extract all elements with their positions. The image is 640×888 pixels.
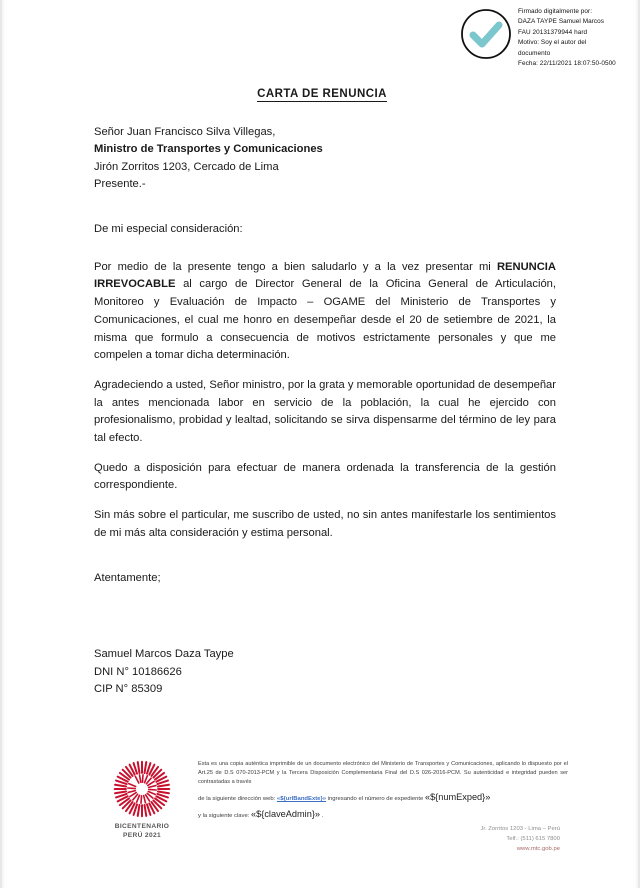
legal-web-middle: ingresando el número de expediente — [326, 796, 425, 803]
signature-line-signed-by: Firmado digitalmente por: — [518, 8, 593, 15]
recipient-block — [94, 124, 556, 193]
paragraph-1 — [94, 259, 556, 365]
contact-website[interactable]: www.mtc.gob.pe — [516, 846, 560, 853]
bicentenario-logo — [98, 752, 186, 840]
paragraph-2: Agradeciendo a usted, Señor ministro, por la grata y memorable oportunidad de desempeñar la antes mencionada labor en servicio de la población, la cual he ejercido con profesionalismo, probidad y lealtad, solicitando se sirva dispensarme del término de ley para tal efecto. — [94, 378, 556, 444]
paragraph-1-part-2: al cargo de Director General de la Oficina General de Articulación, Monitoreo y Evaluación de Impacto – OGAME del Ministerio de Transportes y Comunicaciones, el cual me honro en desempeñar desde el 20 de setiembre de 2021, la misma que formulo a consecuencia de motivos estrictamente personales y que me compelen a tomar dicha determinación. — [94, 278, 556, 362]
signature-line-motive: Motivo: Soy el autor del — [518, 39, 587, 47]
signer-block — [94, 646, 556, 698]
logo-caption-line-2: PERÚ 2021 — [122, 831, 162, 839]
legal-web-prefix: de la siguiente dirección web: — [198, 796, 277, 803]
clave-admin-variable: «${claveAdmin}» — [251, 809, 321, 820]
contact-address: Jr. Zorritos 1203 - Lima – Perú — [480, 826, 560, 832]
check-circle-icon — [460, 8, 512, 60]
paragraph-3: Quedo a disposición para efectuar de manera ordenada la transferencia de la gestión correspondiente. — [94, 461, 556, 492]
recipient-address: Jirón Zorritos 1203, Cercado de Lima — [94, 160, 279, 173]
page-footer — [2, 752, 640, 888]
legal-paragraph: Esta es una copia auténtica imprimible de un documento electrónico del Ministerio de Transportes y Comunicaciones, aplicando lo dispuesto por el Art.25 de D.S 070-2013-PCM y la Tercera Disposición Complementaria Final del D.S 026-2016-PCM. Su autenticidad e integridad pueden ser contrastadas a través — [198, 761, 568, 786]
recipient-name: Señor Juan Francisco Silva Villegas, — [94, 126, 276, 138]
url-bandeja-externa-link[interactable]: «${urlBandExte}» — [276, 796, 327, 803]
letter-body — [94, 124, 556, 699]
signature-line-fau: FAU 20131379944 hard — [518, 28, 588, 36]
signer-cip: CIP N° 85309 — [94, 683, 163, 696]
signer-dni: DNI N° 10186626 — [94, 665, 182, 678]
closing-salutation: Atentamente; — [94, 572, 161, 585]
legal-clave-suffix: . — [320, 813, 324, 820]
page-title-text: CARTA DE RENUNCIA — [257, 88, 387, 100]
paragraph-4: Sin más sobre el particular, me suscribo de usted, no sin antes manifestarle los sentimientos de mi más alta consideración y estima personal. — [94, 509, 556, 539]
signature-line-motive-cont: documento — [518, 49, 551, 57]
legal-clave-prefix: y la siguiente clave: — [198, 813, 252, 820]
footer-contact-info — [480, 824, 560, 854]
logo-caption-line-1: BICENTENARIO — [114, 823, 170, 830]
legal-line-web — [198, 790, 568, 805]
recipient-position: Ministro de Transportes y Comunicaciones — [94, 143, 323, 156]
legal-line-clave — [198, 807, 568, 822]
salutation: De mi especial consideración: — [94, 223, 243, 236]
num-expediente-variable: «${numExped}» — [424, 792, 491, 803]
logo-caption — [98, 823, 186, 840]
contact-phone: Telf.: (511) 615 7800 — [506, 836, 560, 843]
signature-line-name: DAZA TAYPE Samuel Marcos — [518, 18, 605, 26]
signature-line-date: Fecha: 22/11/2021 18:07:50-0500 — [518, 59, 616, 67]
recipient-present: Presente.- — [94, 178, 146, 191]
resignation-emphasis: RENUNCIA IRREVOCABLE — [94, 260, 556, 291]
legal-notice — [198, 752, 568, 822]
bicentenario-sunburst-icon — [111, 758, 173, 820]
paragraph-1-part-1: Por medio de la presente tengo a bien saludarlo y a la vez presentar mi — [94, 260, 497, 273]
signature-details — [518, 6, 638, 69]
digital-signature-stamp — [460, 6, 638, 69]
signer-name: Samuel Marcos Daza Taype — [94, 648, 234, 661]
page-title — [2, 88, 640, 100]
